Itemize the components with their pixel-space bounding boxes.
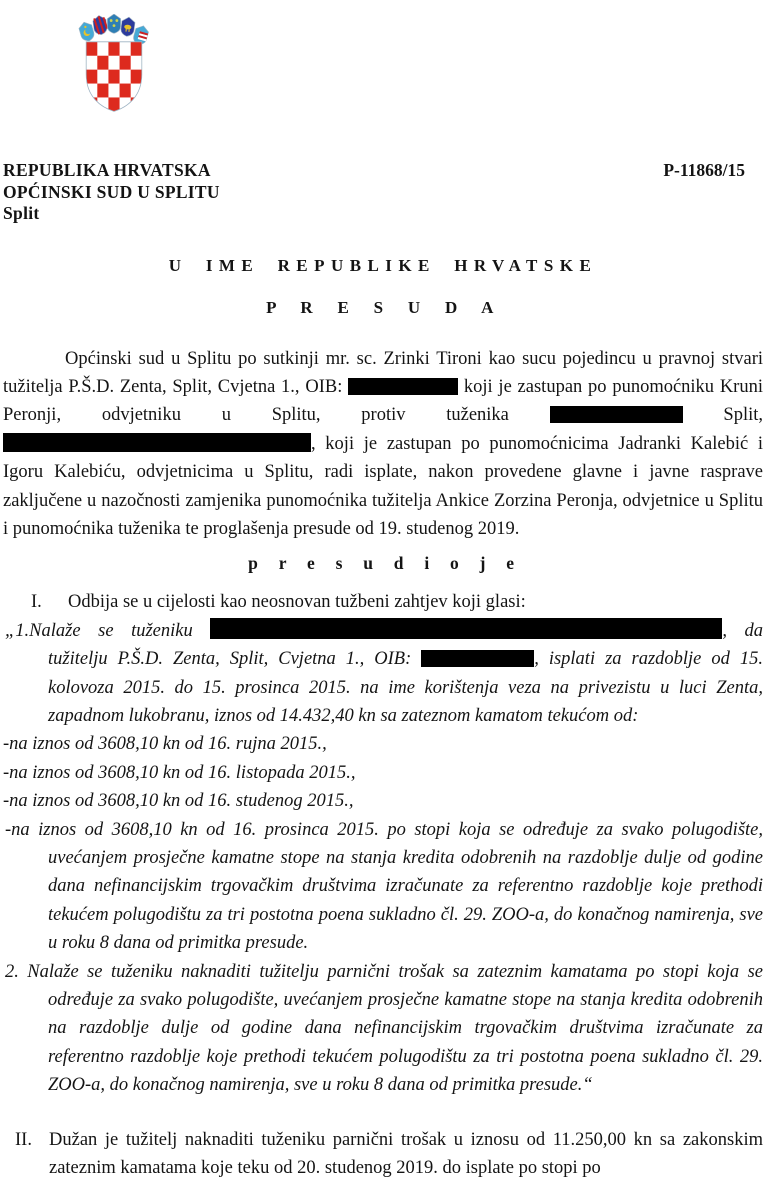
verdict-item-2-numeral: II. <box>15 1129 32 1150</box>
verdict-lead: p r e s u d i o j e <box>248 553 518 574</box>
claim-paragraph-2: 2. Nalaže se tuženiku naknaditi tužitelju parnični trošak sa zateznim kamatama po stopi koja se određuje za svako polugodište, uvećanjem prosječne kamatne stope na stanja kredita odobrenih na razdoblje dulje od godine dana nefinancijskim trgovačkim društvima izračunate za referentno razdoblje koje prethodi tekućem polugodištu za tri postotna poena sukladno čl. 29. ZOO-a, do konačnog namirenja, sve u roku 8 dana od primitka presude.“ <box>5 961 763 1096</box>
claim-interest-line-1: -na iznos od 3608,10 kn od 16. rujna 2015., <box>3 734 327 755</box>
redaction-black-box <box>348 378 458 395</box>
redaction-black-box <box>550 406 683 423</box>
coat-shield <box>86 42 142 113</box>
claim-interest-line-4: -na iznos od 3608,10 kn od 16. prosinca 2015. po stopi koja se određuje za svako polugodište, uvećanjem prosječne kamatne stope na stanja kredita odobrenih na razdoblje dulje od godine dana nefinancijskim trgovačkim društvima izračunate za referentno razdoblje koje prethodi tekućem polugodištu za tri postotna poena sukladno čl. 29. ZOO-a, do konačnog namirenja, sve u roku 8 dana od primitka presude. <box>5 819 763 954</box>
redaction-black-box <box>210 618 722 639</box>
title-judgment: P R E S U D A <box>266 297 500 317</box>
court-name-block <box>3 160 220 225</box>
croatian-coat-of-arms-icon <box>75 14 153 116</box>
verdict-item-1-numeral: I. <box>31 592 42 613</box>
verdict-item-1-text: Odbija se u cijelosti kao neosnovan tužbeni zahtjev koji glasi: <box>68 592 526 613</box>
verdict-item-2 <box>3 1126 763 1183</box>
document-header <box>3 160 763 225</box>
case-number: P-11868/15 <box>663 160 745 180</box>
country-name: REPUBLIKA HRVATSKA <box>3 160 211 180</box>
claim-interest-line-2: -na iznos od 3608,10 kn od 16. listopada 2015., <box>3 762 356 783</box>
title-in-the-name-of-republic: U IME REPUBLIKE HRVATSKE <box>168 255 598 275</box>
claim-paragraph-1: „1.Nalaže se tuženiku , da tužitelju P.Š.D. Zenta, Split, Cvjetna 1., OIB: , isplati za razdoblje od 15. kolovoza 2015. do 15. prosinca 2015. na ime korištenja veza na privezistu u luci Zenta, zapadnom lukobranu, iznos od 14.432,40 kn sa zateznom kamatom tekućom od: <box>3 617 763 731</box>
croatian-coat-of-arms <box>75 0 153 116</box>
court-name: OPĆINSKI SUD U SPLITU <box>3 181 220 202</box>
redaction-black-box <box>421 650 534 667</box>
verdict-item-1 <box>3 588 763 616</box>
quoted-claim-block <box>3 617 763 1100</box>
claim-interest-line-3: -na iznos od 3608,10 kn od 16. studenog 2015., <box>3 791 354 812</box>
intro-paragraph: Općinski sud u Splitu po sutkinji mr. sc. Zrinki Tironi kao sucu pojedincu u pravnoj stvari tužitelja P.Š.D. Zenta, Split, Cvjetna 1., OIB: koji je zastupan po punomoćniku Kruni Peronji, odvjetniku u Splitu, protiv tuženika Split, , koji je zastupan po punomoćnicima Jadranki Kalebić i Igoru Kalebiću, odvjetnicima u Splitu, radi isplate, nakon provedene glavne i javne rasprave zaključene u nazočnosti zamjenika punomoćnika tužitelja Ankice Zorzina Peronja, odvjetnice u Splitu i punomoćnika tuženika te proglašenja presude od 19. studenog 2019. <box>3 348 763 539</box>
verdict-item-2-text: Dužan je tužitelj naknaditi tuženiku parnični trošak u iznosu od 11.250,00 kn sa zakonskim zateznim kamatama koje teku od 20. studenog 2019. do isplate po stopi po <box>49 1129 763 1179</box>
redaction-black-box <box>3 433 311 452</box>
coat-crown <box>78 14 150 46</box>
court-city: Split <box>3 203 40 223</box>
